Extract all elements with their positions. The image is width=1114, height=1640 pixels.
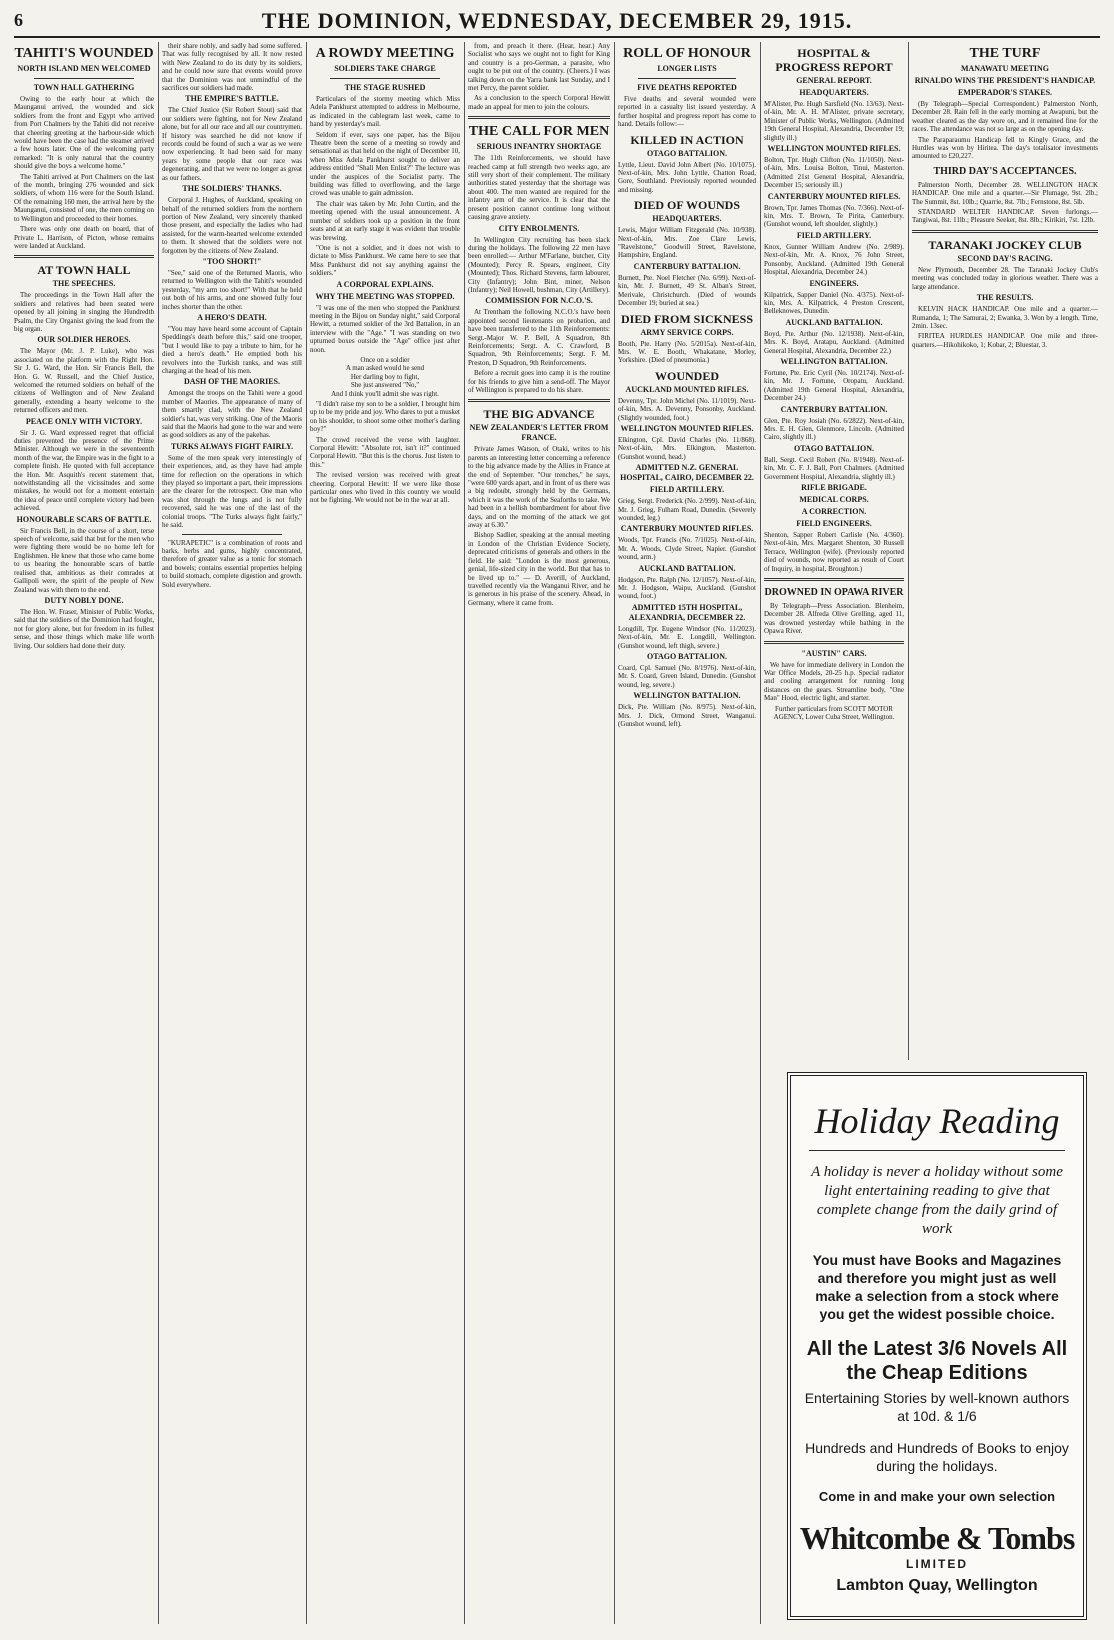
unit-heading: AUCKLAND MOUNTED RIFLES.: [625, 384, 749, 394]
casualty-entry: Glen, Pte. Roy Josiah (No. 6/2822). Next-of-kin, Mrs. E. H. Glen, Glenmore, Lincoln. (Admitted Cairo, slightly ill.): [764, 416, 904, 442]
article-paragraph: The Chief Justice (Sir Robert Stout) said that our soldiers were fighting, not for New Zealand alone, but for all our race and all our countrymen. If history was searched he did not know if records could be found of such a war as we were now experiencing. It had been said for many years by some people that our race was degenerating, and that we were no longer as great as our fathers.: [162, 106, 302, 182]
divider: [764, 578, 904, 581]
headline-tahiti: TAHITI'S WOUNDED: [14, 46, 154, 61]
article-paragraph: The Paraparaumu Handicap fell to Kingly Grace, and the Hurdles was won by Hiritea. The day's totalisator investments amounted to £20,227.: [912, 135, 1098, 161]
casualty-entry: M'Alister, Pte. Hugh Sarsfield (No. 13/63). Next-of-kin, Mr. A. H. M'Alister, private secretary, Minister of Public Works, Wellington. (Admitted 19th General Hospital, Alexandria, December 19; slightly ill.): [764, 100, 904, 142]
paper-title: THE DOMINION, WEDNESDAY, DECEMBER 29, 1915.: [261, 8, 853, 33]
subhead: LONGER LISTS: [657, 64, 717, 73]
masthead: [14, 6, 1100, 38]
casualty-entry: Brown, Tpr. James Thomas (No. 7/366). Next-of-kin, Mrs. T. Brown, Te Pirita, Canterbury. (Gunshot wound, left shoulder, slightly.): [764, 203, 904, 229]
casualty-entry: Grieg, Sergt. Frederick (No. 2/999). Next-of-kin, Mr. J. Grieg, Fulham Road, Dunedin. (Severely wounded, leg.): [618, 497, 756, 522]
advert-whitcombe-tombs: [787, 1072, 1087, 1620]
subhead: EMPERADOR'S STAKES.: [957, 88, 1053, 97]
article-paragraph: their share nobly, and sadly had some suffered. That was fully recognised by all. It now rested with New Zealand to do its duty by its soldiers, and he could now sure that events would prove that the Dominion was not unmindful of the sacrifices our soldiers had made.: [162, 42, 302, 93]
casualty-entry: Woods, Tpr. Francis (No. 7/1025). Next-of-kin, Mr. A. Woods, Clyde Street, Napier. (Gunshot wound, arm.): [618, 536, 756, 562]
casualty-entry: Ball, Sergt. Cecil Robert (No. 8/1948). Next-of-kin, Mr. C. F. J. Ball, Port Chalmers. (Admitted Government Hospital, Alexandria, slightly ill.): [764, 455, 904, 481]
casualty-entry: Fortune, Pte. Eric Cyril (No. 10/2174). Next-of-kin, Mr. J. Fortune, Oropatu, Auckland. (Admitted 19th General Hospital, Alexandria, December 24.): [764, 368, 904, 403]
headline-taranaki: TARANAKI JOCKEY CLUB: [928, 237, 1082, 252]
column-3: [310, 42, 460, 1624]
article-paragraph: Particulars of the stormy meeting which Miss Adela Pankhurst attempted to address in Melbourne, as indicated in the cablegram last week, came to hand by yesterday's mail.: [310, 95, 460, 129]
unit-heading: MEDICAL CORPS.: [799, 495, 869, 504]
divider: [34, 78, 134, 79]
unit-heading: WELLINGTON MOUNTED RIFLES.: [620, 423, 754, 433]
subhead: GENERAL REPORT.: [796, 76, 872, 85]
casualty-entry: Lewis, Major William Fitzgerald (No. 10/938). Next-of-kin, Mrs. Zoe Clare Lewis, "Ravelstone," Goodwill Street, Ravelstone, Hampshire, England.: [618, 226, 756, 260]
subhead: SECOND DAY'S RACING.: [957, 253, 1053, 263]
unit-heading: ADMITTED 15TH HOSPITAL, ALEXANDRIA, DECEMBER 22.: [628, 602, 746, 622]
column-5: [618, 42, 756, 1624]
article-paragraph: (By Telegraph—Special Correspondent.) Palmerston North, December 28. Rain fell in the early morning at Awapuni, but the weather cleared as the day wore on, and it remained fine for the races. The attendance was not so large as on the opening day.: [912, 100, 1098, 134]
column-rule: [306, 42, 307, 1624]
article-paragraph: The Hon. W. Fraser, Minister of Public Works, said that the soldiers of the Dominion had fought, not for glory alone, but for freedom in its fullest sense, and those things which make life worth living. Our soldiers had done their duty.: [14, 607, 154, 650]
subhead: DUTY NOBLY DONE.: [44, 595, 124, 605]
article-paragraph: By Telegraph—Press Association. Blenheim, December 28. Alfreda Olive Grelling, aged 11, was drowned yesterday while bathing in the Opawa River.: [764, 602, 904, 636]
casualty-entry: Lyttle, Lieut. David John Albert (No. 10/1075). Next-of-kin, Mrs. John Lyttle, Chatton Road, Gore, Southland. Previously reported wounded and missing.: [618, 160, 756, 194]
article-paragraph: The proceedings in the Town Hall after the soldiers and relatives had been seated were opened by all joining in singing the Hundredth Psalm, the City Organist giving the lead from the big organ.: [14, 291, 154, 333]
article-paragraph: "See," said one of the Returned Maoris, who returned to Wellington with the Tahiti's wounded yesterday, "my arm too short!" With that he held out both of his arms, and one showed fully four inches shorter than the other.: [162, 268, 302, 311]
article-paragraph: "I didn't raise my son to be a soldier, I brought him up to be my pride and joy. Who dares to put a musket on his shoulder, to shoot some other mother's darling boy?": [310, 400, 460, 434]
subhead: OUR SOLDIER HEROES.: [37, 335, 131, 345]
headline-drowned: DROWNED IN OPAWA RIVER: [764, 587, 904, 599]
headline-turf: THE TURF: [969, 46, 1041, 61]
casualty-entry: Devenny, Tpr. John Michel (No. 11/1019). Next-of-kin, Mrs. A. Devenny, Ponsonby, Auckland. (Slightly wounded, foot.): [618, 396, 756, 422]
subhead: PEACE ONLY WITH VICTORY.: [25, 416, 143, 426]
subhead: RINALDO WINS THE PRESIDENT'S HANDICAP.: [914, 76, 1096, 85]
divider: [468, 399, 610, 402]
article-paragraph: Five deaths and several wounded were reported in a casualty list issued yesterday. A further hospital and progress report has come to hand. Details follow:—: [618, 95, 756, 129]
article-paragraph: The Tahiti arrived at Port Chalmers on the last of the month, bringing 276 wounded and sick soldiers, of whom 116 were for the South Island. Of the remaining 160 men, the arrival here by the Maunganui, consisted of one, the men coming on to Wellington and proceeded to their homes.: [14, 172, 154, 223]
advert-call-to-action: Come in and make your own selection: [818, 1489, 1056, 1504]
column-2: [162, 42, 302, 1624]
advert-text: We have for immediate delivery in London the War Office Models, 20-25 h.p. Special radiator and cooling arrangement for running long distances on the gears. Streamline body, "One Man" Hood, electric light, and starter.: [764, 660, 904, 703]
article-paragraph: Palmerston North, December 28. WELLINGTON HACK HANDICAP. One mile and a quarter.—Sir Plumage, 9st. 2lb.; The Summit, 8st. 10lb.; Quarrie, 8st. 7lb.; Fernstone, 8st. 5lb.: [912, 180, 1098, 206]
unit-heading: ADMITTED N.Z. GENERAL HOSPITAL, CAIRO, DECEMBER 22.: [620, 463, 754, 483]
unit-heading: WELLINGTON MOUNTED RIFLES.: [767, 144, 901, 154]
subhead: SOLDIERS TAKE CHARGE: [334, 64, 436, 73]
article-paragraph: Amongst the troops on the Tahiti were a good number of Maories. The appearance of many of them smartly clad, with the New Zealand soldier's hat, was very striking. One of the Maoris said that the Maoris had gone to the war and were as good soldiers as any of the pakehas.: [162, 389, 302, 440]
unit-heading: CANTERBURY MOUNTED RIFLES.: [620, 524, 754, 534]
column-rule: [614, 42, 615, 1624]
casualty-entry: Dick, Pte. William (No. 8/975). Next-of-kin, Mrs. J. Dick, Ormond Street, Wanganui. (Gunshot wound, left).: [618, 703, 756, 729]
article-paragraph: STANDARD WELTER HANDICAP. Seven furlongs.—Tangiwai, 8st. 11lb.; Pleasure Seeker, 8st. 8lb.; Kirikiri, 7st. 12lb.: [912, 208, 1098, 225]
article-paragraph: Bishop Sadlier, speaking at the annual meeting in London of the Christian Evidence Society, deprecated criticisms of generals and others in the field. He said: "London is the most generous, genial, life-sized city in the world. But that has to be lived up to." — D. Averill, of Auckland, travelled recently via the Wanganui River, and he is generous in his praise of the scenery. Ahead, in Germany, where it came from.: [468, 531, 610, 607]
article-paragraph: Sir J. G. Ward expressed regret that official duties prevented the presence of the Prime Minister. Although we were in the seventeenth month of the war, the Empire was in the fight to a complete finish. He quoted with full acceptance the Hon. Mr. Asquith's recent statement that, notwithstanding all the vicissitudes and some mistakes, he would not for a moment entertain the idea of peace until complete victory had been achieved.: [14, 428, 154, 513]
article-paragraph: Corporal J. Hughes, of Auckland, speaking on behalf of the returned soldiers from the northern portion of New Zealand, very sincerely thanked those present, and especially the ladies who had assisted, for the warm-hearted welcome extended to them. It showed that the soldiers were not forgotten by the citizens of New Zealand.: [162, 196, 302, 255]
advert-address: Lambton Quay, Wellington: [836, 1577, 1038, 1594]
article-paragraph: from, and preach it there. (Hear, hear.) Any Socialist who says we ought not to fight for King and country is a pro-German, a parasite, who ought to be put out of the country. (Cheers.) I was talking down on the Yarra bank last Sunday, and I met Percy, the parent soldier.: [468, 42, 610, 93]
article-paragraph: "You may have heard some account of Captain Speddings's death before this," said one trooper, "but I would like to pay a tribute to him, for he died a hero's death." He emptied both his revolvers into the Turkish ranks, and was still charging at the head of his men.: [162, 324, 302, 375]
advert-title: Holiday Reading: [809, 1100, 1065, 1151]
unit-heading: AUCKLAND BATTALION.: [638, 563, 736, 573]
casualty-entry: Coard, Cpl. Samuel (No. 8/1976). Next-of-kin, Mr. S. Coard, Green Island, Dunedin. (Gunshot wound, leg, severe.): [618, 664, 756, 689]
subhead: THE SPEECHES.: [52, 279, 116, 289]
divider: [468, 116, 610, 119]
subhead: THE STAGE RUSHED: [344, 83, 426, 92]
headline-hospital-report: HOSPITAL & PROGRESS REPORT: [775, 46, 893, 74]
subhead: NEW ZEALANDER'S LETTER FROM FRANCE.: [469, 423, 609, 443]
advert-intro: A holiday is never a holiday without some light entertaining reading to give that complete change from the daily grind of work: [811, 1164, 1063, 1237]
section-heading: WOUNDED: [654, 368, 719, 383]
divider: [764, 641, 904, 644]
article-paragraph: Private James Watson, of Otaki, writes to his parents an interesting letter concerning a reference to the big advance made by the Allies in France at the end of September. "Our trenches," he says, "were 600 yards apart, and in front of us there was a big redoubt, strongly held by the Germans, which it was the work of the Seaforths to take. We had been in a hellish bombardment for about five days, and on the morning of the attack we got away at 6.30.": [468, 445, 610, 530]
unit-heading: CANTERBURY BATTALION.: [633, 261, 741, 271]
subhead: CITY ENROLMENTS.: [498, 223, 580, 233]
subhead: A CORPORAL EXPLAINS.: [336, 279, 434, 289]
article-paragraph: At Trentham the following N.C.O.'s have been appointed second lieutenants on probation, and have been transferred to the 11th Reinforcements: Sergt.-Major W. P. Bell, A Squadron, 8th Reinforcements; Sergt. A. C. Crawford, B Squadron, 9th Reinforcements; Sergt. F. M. Preston, D Squadron, 9th Reinforcements.: [468, 308, 610, 367]
unit-heading: OTAGO BATTALION.: [646, 148, 727, 158]
unit-heading: ENGINEERS.: [809, 278, 859, 288]
casualty-entry: Bolton, Tpr. Hugh Clifton (No. 11/1050). Next-of-kin, Mrs. Louisa Bolton, Tinui, Masterton. (Admitted 21st General Hospital, Alexandria, December 15; seriously ill.): [764, 156, 904, 190]
column-rule: [760, 42, 761, 1624]
unit-heading: OTAGO BATTALION.: [793, 443, 874, 453]
divider: [182, 534, 282, 535]
casualty-entry: Shenton, Sapper Robert Carlisle (No. 4/360). Next-of-kin, Mrs. Margaret Shenton, 30 Russell Terrace, Wellington (wife). (Previously reported died of wounds, now reported as result of Court of Inquiry, in hospital, Broughton.): [764, 531, 904, 573]
page-number: 6: [14, 10, 23, 30]
unit-heading: HEADQUARTERS.: [652, 214, 722, 224]
unit-heading: FIELD ENGINEERS.: [796, 519, 872, 528]
subhead: A HERO'S DEATH.: [197, 312, 267, 322]
divider: [912, 230, 1098, 233]
unit-heading: FIELD ARTILLERY.: [796, 230, 872, 240]
advert-kurapetic: "KURAPETIC" is a combination of roots and barks, herbs and gums, highly concentrated, therefore of greater value as a tonic for stomach and bowels; contains essential properties helping to build stomach, complete digestion and growth. Sold everywhere.: [162, 538, 302, 589]
advert-stories: Entertaining Stories by well-known authors at 10d. & 1/6: [804, 1390, 1070, 1424]
unit-heading: WELLINGTON BATTALION.: [780, 356, 888, 366]
headline-rowdy-meeting: A ROWDY MEETING: [315, 46, 455, 61]
section-heading: THIRD DAY'S ACCEPTANCES.: [933, 165, 1077, 177]
headline-call-for-men: THE CALL FOR MEN: [468, 124, 610, 140]
article-paragraph: FIRITEA HURDLES HANDICAP. One mile and three-quarters.—Hikohikoko, 1; Kobar, 2; Bluestar, 3.: [912, 332, 1098, 349]
advert-hundreds: Hundreds and Hundreds of Books to enjoy during the holidays.: [805, 1440, 1069, 1474]
article-paragraph: There was only one death on board, that of Private L. Harrison, of Picton, whose remains were landed at Auckland.: [14, 225, 154, 250]
divider: [638, 78, 736, 79]
section-heading: DIED OF WOUNDS: [633, 198, 740, 213]
subhead: "TOO SHORT!": [202, 256, 262, 266]
article-paragraph: The chair was taken by Mr. John Curtin, and the meeting opened with the usual announcement. A number of soldiers took up a position in the front seats and at an early stage it was evident that trouble was brewing.: [310, 199, 460, 242]
article-paragraph: The 11th Reinforcements, we should have reached camp at full strength two weeks ago, are still very short of their complement. The military authorities stated yesterday that the shortage was about 400. The men wanted are required for the infantry arm of the service. It is clear that the present position cannot continue long without causing grave anxiety.: [468, 154, 610, 222]
column-4: [468, 42, 610, 1624]
column-rule: [464, 42, 465, 1624]
casualty-entry: Burnett, Pte. Noel Fletcher (No. 6/99). Next-of-kin, Mr. J. Burnett, 49 St. Alban's Street, Merivale, Christchurch. (Died of wounds December 19; buried at sea.): [618, 273, 756, 308]
subhead: WHY THE MEETING WAS STOPPED.: [315, 291, 455, 301]
article-paragraph: The revised version was received with great cheering. Corporal Hewitt: If we were like those particular ones who lived in this country we would not be fighting. We would not be in the war at all.: [310, 471, 460, 505]
advert-heading: "AUSTIN" CARS.: [801, 648, 867, 658]
column-rule: [908, 42, 909, 1060]
poem: Once on a soldier A man asked would he send Her darling boy to fight, She just answered "No," And I think you'll admit she was right.: [331, 355, 439, 398]
subhead: FIVE DEATHS REPORTED: [637, 83, 737, 92]
advert-brand: Whitcombe & Tombs: [799, 1520, 1075, 1556]
casualty-entry: Boyd, Pte. Arthur (No. 12/1938). Next-of-kin, Mrs. K. Boyd, Aratapu, Auckland. (Admitted General Hospital, Alexandria, December 22.): [764, 329, 904, 355]
headline-roll-of-honour: ROLL OF HONOUR: [623, 46, 751, 61]
article-paragraph: "One is not a soldier, and it does not wish to dictate to Miss Pankhurst. We came here to see that Miss Pankhurst did not say anything against the soldiers.": [310, 243, 460, 278]
subhead: TURKS ALWAYS FIGHT FAIRLY.: [170, 441, 294, 451]
casualty-entry: Elkington, Cpl. David Charles (No. 11/868). Next-of-kin, Mrs. Elkington, Masterton. (Gunshot wound, head.): [618, 435, 756, 461]
article-paragraph: Sir Francis Bell, in the course of a short, terse speech of welcome, said that but for the men who were fighting there would be no home left for Englishmen. He knew that those who came home to us bearing the honourable scars of battle realised that, ambitious as their comrades at Gallipoli were, the spirit of the people of New Zealand was with them to the end.: [14, 526, 154, 594]
article-paragraph: Some of the men speak very interestingly of their experiences, and, as they have had ample time for reflection on the operations in which they played so important a part, their impressions are the clearer for the retrospect. One man who was shot through the lungs and is not fully recovered, said he was one of the last of the colonial troops. "The Turks always fight fairly," he said.: [162, 453, 302, 530]
unit-heading: RIFLE BRIGADE.: [801, 483, 867, 492]
article-paragraph: Owing to the early hour at which the Maunganui arrived, the wounded and sick soldiers from the front and Egypt who arrived from Port Chalmers by the Tahiti did not receive that cheering greeting at the harbour-side which would have been the case had the steamer arrived a few hours later. One of the welcoming party remarked: "It is only natural that the country should give the boys a welcome home.": [14, 95, 154, 171]
advert-contact: Further particulars from SCOTT MOTOR AGENCY, Lower Cuba Street, Wellington.: [773, 704, 895, 722]
unit-heading: A CORRECTION.: [801, 507, 867, 516]
unit-heading: CANTERBURY BATTALION.: [780, 404, 888, 414]
column-rule: [158, 42, 159, 1624]
unit-heading: FIELD ARTILLERY.: [649, 485, 725, 495]
subhead: THE RESULTS.: [976, 293, 1034, 303]
article-paragraph: New Plymouth, December 28. The Taranaki Jockey Club's meeting was concluded today in glorious weather. There was a large attendance.: [912, 265, 1098, 291]
casualty-entry: Longdill, Tpr. Eugene Windsor (No. 11/2023). Next-of-kin, Mr. E. Longdill, Wellington. (Gunshot wound, left thigh, severe.): [618, 624, 756, 650]
section-heading: DIED FROM SICKNESS: [620, 311, 754, 326]
unit-heading: OTAGO BATTALION.: [646, 652, 727, 662]
advert-pitch: You must have Books and Magazines and therefore you might just as well make a selection from a stock where you get the widest possible choice.: [812, 1252, 1062, 1322]
article-paragraph: Seldom if ever, says one paper, has the Bijou Theatre been the scene of a meeting so rowdy and sensational as that held on the night of December 10, when Miss Adela Pankhurst sought to deliver an address entitled "Shall Men Enlist?" The lecture was under the auspices of the Socialist party. The building was filled to overflowing, and the large crowd was unable to gain admission.: [310, 130, 460, 198]
headline-town-hall: AT TOWN HALL: [37, 263, 131, 278]
divider: [330, 78, 440, 79]
subhead: SERIOUS INFANTRY SHORTAGE: [476, 142, 602, 152]
headline-big-advance: THE BIG ADVANCE: [483, 407, 595, 422]
advert-limited: LIMITED: [906, 1557, 968, 1571]
subhead: COMMISSION FOR N.C.O.'S.: [485, 296, 593, 306]
divider: [14, 255, 154, 258]
casualty-entry: Booth, Pte. Harry (No. 5/2015a). Next-of-kin, Mrs. W. E. Booth, Whakatane, Morley, Yorkshire. (Died of pneumonia.): [618, 339, 756, 365]
column-1: [14, 42, 154, 1624]
article-paragraph: The Mayor (Mr. J. P. Luke), who was associated on the platform with the Right Hon. Sir J. G. Ward, the Hon. Sir Francis Bell, the Hon. G. W. Russell, and the Chief Justice, welcomed the returned soldiers on behalf of the citizens of Wellington and of New Zealand generally, extending a hearty welcome to the returned officers and men.: [14, 347, 154, 415]
unit-heading: AUCKLAND BATTALION.: [785, 317, 883, 327]
subhead: HONOURABLE SCARS OF BATTLE.: [16, 514, 152, 524]
article-paragraph: As a conclusion to the speech Corporal Hewitt made an appeal for men to join the colours.: [468, 94, 610, 111]
subhead: DASH OF THE MAORIES.: [183, 377, 280, 387]
unit-heading: ARMY SERVICE CORPS.: [640, 327, 734, 337]
casualty-entry: Kilpatrick, Sapper Daniel (No. 4/375). Next-of-kin, Mrs. A. Kilpatrick, 4 Preston Crescent, Belleknowes, Dunedin.: [764, 290, 904, 316]
unit-heading: HEADQUARTERS.: [799, 88, 869, 97]
unit-heading: CANTERBURY MOUNTED RIFLES.: [767, 191, 901, 201]
subhead: THE SOLDIERS' THANKS.: [182, 184, 282, 194]
subhead: NORTH ISLAND MEN WELCOMED: [17, 64, 151, 73]
subhead: THE EMPIRE'S BATTLE.: [185, 94, 279, 104]
article-paragraph: In Wellington City recruiting has been slack during the holidays. The following 22 men have been enrolled:— Arthur M'Farlane, butcher, City (Mounted); Percy R. Spears, engineer, City (Mounted); Thos. Richard Stevens, farm labourer, City (Infantry); John Bint, miner, Nelson (Infantry); Neil Howell, bushman, City (Artillery).: [468, 235, 610, 294]
subhead: TOWN HALL GATHERING: [33, 83, 135, 92]
advert-novels: All the Latest 3/6 Novels All the Cheap Editions: [806, 1338, 1068, 1384]
subhead: MANAWATU MEETING: [960, 64, 1050, 73]
article-paragraph: Before a recruit goes into camp it is the routine for his friends to give him a send-off. The Mayor of Wellington is prepared to do his share.: [468, 369, 610, 394]
article-paragraph: The crowd received the verse with laughter. Corporal Hewitt: "Absolute rot, isn't it?" continued Corporal Hewitt. "But this is the chorus. Just listen to this.": [310, 435, 460, 469]
article-paragraph: "I was one of the men who stopped the Pankhurst meeting in the Bijou on Sunday night," said Corporal Hewitt, a returned soldier of the 3rd Battalion, in an interview with the "Age." "I was standing on two upturned boxes outside the "Age" office just after noon.: [310, 303, 460, 354]
unit-heading: WELLINGTON BATTALION.: [633, 691, 741, 701]
section-heading: KILLED IN ACTION: [630, 132, 744, 147]
casualty-entry: Hodgson, Pte. Ralph (No. 12/1057). Next-of-kin, Mr. J. Hodgson, Waipu, Auckland. (Gunshot wound, foot.): [618, 575, 756, 601]
casualty-entry: Knox, Gunner William Andrew (No. 2/989). Next-of-kin, Mr. A. Knox, 76 John Street, Ponsonby, Auckland. (Admitted 19th General Hospital, Alexandria, December 24.): [764, 242, 904, 277]
column-7: [912, 42, 1098, 1060]
article-paragraph: KELVIN HACK HANDICAP. One mile and a quarter.—Rumanda, 1; The Samurai, 2; Ewanka, 3. Won by a length. Time, 2min. 13sec.: [912, 305, 1098, 330]
